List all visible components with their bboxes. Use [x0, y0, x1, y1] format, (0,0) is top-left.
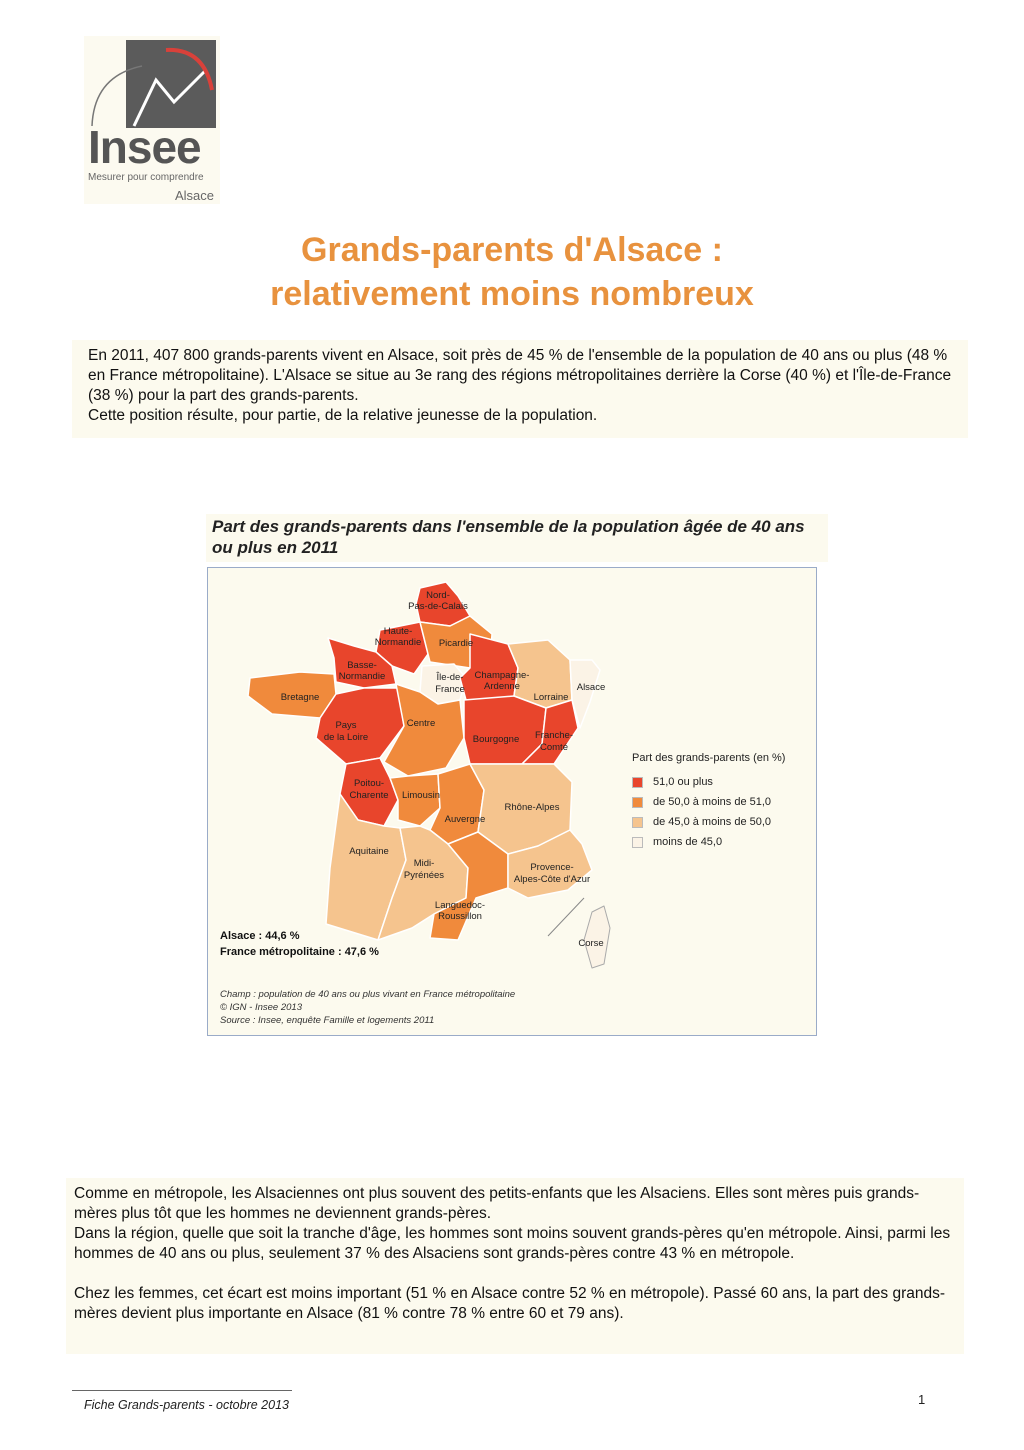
- note-source: Source : Insee, enquête Famille et logements 2011: [220, 1015, 435, 1026]
- footer-text: Fiche Grands-parents - octobre 2013: [84, 1398, 289, 1412]
- label-poitou-charentes: Poitou-Charente: [349, 778, 389, 801]
- legend-swatch-4: [632, 837, 643, 848]
- label-aquitaine: Aquitaine: [349, 846, 389, 857]
- note-champ: Champ : population de 40 ans ou plus vivant en France métropolitaine: [220, 989, 516, 1000]
- map-legend: [632, 752, 785, 852]
- logo-tagline: Mesurer pour comprendre: [88, 172, 204, 183]
- label-ile-de-france: Île-de-France: [435, 672, 465, 695]
- region-corse: [584, 906, 610, 968]
- legend-label-1: 51,0 ou plus: [653, 776, 713, 788]
- label-languedoc-roussillon: Languedoc-Roussillon: [434, 900, 486, 922]
- label-rhone-alpes: Rhône-Alpes: [504, 802, 560, 813]
- logo-word: Insee: [88, 121, 201, 173]
- legend-swatch-2: [632, 797, 643, 808]
- label-lorraine: Lorraine: [533, 692, 569, 703]
- page-title-line-1: Grands-parents d'Alsace :: [301, 231, 723, 269]
- page-title: [0, 228, 1024, 316]
- note-copyright: © IGN - Insee 2013: [220, 1002, 302, 1013]
- label-limousin: Limousin: [401, 790, 441, 801]
- legend-label-4: moins de 45,0: [653, 836, 723, 848]
- intro-paragraph-1: En 2011, 407 800 grands-parents vivent en Alsace, soit près de 45 % de l'ensemble de la population de 40 ans ou plus (48 % en France métropolitaine). L'Alsace se situe au 3e rang des régions métropolitaines derrière la Corse (40 %) et l'Île-de-France (38 %) pour la part des grands-parents.: [88, 347, 952, 404]
- legend-title: Part des grands-parents (en %): [632, 752, 786, 764]
- legend-item-4: [632, 832, 785, 852]
- label-picardie: Picardie: [438, 638, 474, 649]
- body-text: [66, 1178, 964, 1354]
- body-paragraph-3: Chez les femmes, cet écart est moins important (51 % en Alsace contre 52 % en métropole). Passé 60 ans, la part des grands-mères devient plus importante en Alsace (81 % contre 78 % entre 60 et 79 ans).: [74, 1285, 946, 1322]
- legend-item-1: [632, 772, 785, 792]
- body-paragraph-2: Dans la région, quelle que soit la tranche d'âge, les hommes sont moins souvent grands-pères qu'en métropole. Ainsi, parmi les hommes de 40 ans ou plus, seulement 37 % des Alsaciens sont grands-pères contre 43 % en métropole.: [74, 1225, 951, 1262]
- stat-alsace: Alsace : 44,6 %: [220, 930, 300, 942]
- label-alsace: Alsace: [576, 682, 606, 693]
- logo-region: Alsace: [174, 188, 214, 203]
- legend-label-3: de 45,0 à moins de 50,0: [653, 816, 772, 828]
- insee-logo: [84, 36, 220, 204]
- intro-text: [72, 340, 968, 438]
- footer-divider: [72, 1390, 292, 1391]
- legend-item-2: [632, 792, 785, 812]
- legend-label-2: de 50,0 à moins de 51,0: [653, 796, 772, 808]
- paragraph-gap: [74, 1264, 954, 1284]
- label-paca: Provence-Alpes-Côte d'Azur: [513, 862, 591, 885]
- region-bretagne: [248, 672, 336, 718]
- label-midi-pyrenees: Midi-Pyrénées: [403, 858, 445, 881]
- region-limousin: [390, 774, 440, 826]
- label-champagne-ardenne: Champagne-Ardenne: [474, 670, 530, 692]
- label-corse: Corse: [578, 938, 604, 949]
- legend-item-3: [632, 812, 785, 832]
- map-notes: [220, 988, 515, 1027]
- map-title: Part des grands-parents dans l'ensemble de la population âgée de 40 ans ou plus en 2011: [206, 514, 828, 562]
- legend-swatch-1: [632, 777, 643, 788]
- label-franche-comte: Franche-Comté: [534, 730, 574, 753]
- map-stats: [220, 928, 379, 960]
- map-figure: [207, 567, 817, 1036]
- page-title-line-2: relativement moins nombreux: [270, 275, 754, 313]
- stat-france: France métropolitaine : 47,6 %: [220, 946, 379, 958]
- label-haute-normandie: Haute-Normandie: [374, 626, 422, 648]
- label-basse-normandie: Basse-Normandie: [338, 660, 386, 682]
- label-pays-de-la-loire: Pays de la Loire: [323, 720, 369, 743]
- label-auvergne: Auvergne: [444, 814, 486, 825]
- intro-paragraph-2: Cette position résulte, pour partie, de la relative jeunesse de la population.: [88, 407, 598, 424]
- label-centre: Centre: [406, 718, 436, 729]
- body-paragraph-1: Comme en métropole, les Alsaciennes ont plus souvent des petits-enfants que les Alsaciens. Elles sont mères puis grands-mères plus tôt que les hommes ne deviennent grands-pères.: [74, 1185, 920, 1222]
- legend-swatch-3: [632, 817, 643, 828]
- label-bourgogne: Bourgogne: [472, 734, 520, 745]
- label-nord: Nord-Pas-de-Calais: [408, 590, 468, 612]
- page-number: 1: [918, 1392, 926, 1407]
- label-bretagne: Bretagne: [280, 692, 320, 703]
